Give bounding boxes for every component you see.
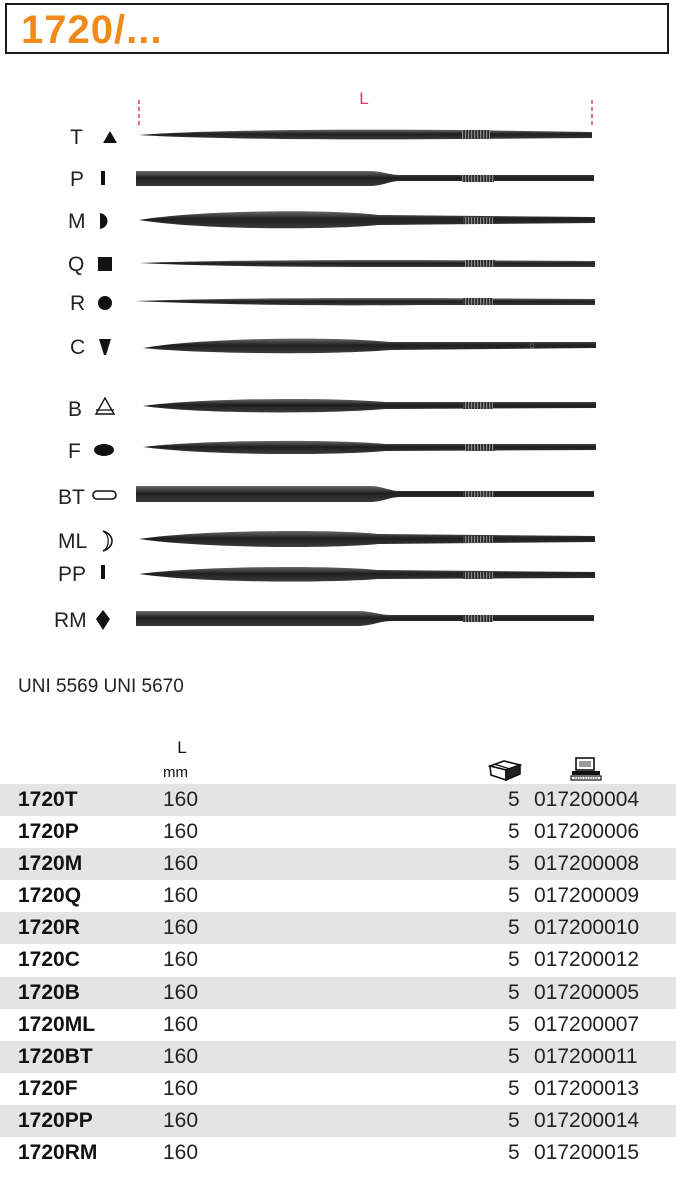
length-value: 160 xyxy=(163,948,199,972)
reference-number: 017200004 xyxy=(534,788,640,811)
square-icon xyxy=(98,257,112,271)
file-code: R xyxy=(70,292,86,315)
quantity-value: 5 xyxy=(508,1076,520,1100)
file-row-ML xyxy=(58,530,595,553)
table-row xyxy=(0,784,676,816)
file-code: B xyxy=(68,398,83,421)
table-row xyxy=(0,848,676,880)
table-row xyxy=(0,977,676,1009)
standards-label: UNI 5569 UNI 5670 xyxy=(18,676,184,697)
quantity-value: 5 xyxy=(508,788,520,811)
table-row xyxy=(0,944,676,976)
table-row xyxy=(0,1041,676,1073)
product-code: 1720RM xyxy=(18,1141,98,1165)
quantity-value: 5 xyxy=(508,916,520,940)
product-code: 1720BT xyxy=(18,1044,93,1068)
file-code: ML xyxy=(58,530,88,553)
flat-bar-icon xyxy=(101,171,105,185)
header-box xyxy=(5,3,669,54)
file-code: PP xyxy=(58,563,87,586)
file-code: P xyxy=(70,168,85,191)
quantity-value: 5 xyxy=(508,884,520,908)
file-row-P xyxy=(70,168,594,191)
half-round-icon xyxy=(100,213,108,229)
length-value: 160 xyxy=(163,820,199,844)
length-value: 160 xyxy=(163,1141,199,1165)
file-row-BT xyxy=(58,486,594,509)
diamond-icon xyxy=(96,610,110,630)
flat-narrow-icon xyxy=(101,565,105,579)
barrette-icon xyxy=(96,398,114,414)
length-value: 160 xyxy=(163,884,199,908)
length-value: 160 xyxy=(163,1012,199,1036)
column-header-unit: mm xyxy=(163,764,188,781)
triangle-icon xyxy=(103,131,117,143)
length-value: 160 xyxy=(163,1044,199,1068)
length-value: 160 xyxy=(163,788,199,811)
file-row-PP xyxy=(58,563,595,586)
table-row xyxy=(0,1105,676,1137)
product-code: 1720T xyxy=(18,788,78,811)
length-value: 160 xyxy=(163,1108,199,1132)
reference-number: 017200006 xyxy=(534,820,640,844)
quantity-value: 5 xyxy=(508,1044,520,1068)
product-code: 1720M xyxy=(18,852,83,876)
oval-icon xyxy=(94,444,114,456)
product-code: 1720Q xyxy=(18,884,82,908)
quantity-value: 5 xyxy=(508,820,520,844)
knife-icon xyxy=(99,339,111,355)
quantity-value: 5 xyxy=(508,1012,520,1036)
product-table xyxy=(0,784,676,1169)
table-row xyxy=(0,912,676,944)
length-value: 160 xyxy=(163,852,199,876)
round-icon xyxy=(98,296,112,310)
file-row-F xyxy=(68,440,596,463)
reference-number: 017200014 xyxy=(534,1108,640,1132)
reference-number: 017200013 xyxy=(534,1076,640,1100)
table-row xyxy=(0,1009,676,1041)
product-code: 1720ML xyxy=(18,1012,96,1036)
length-value: 160 xyxy=(163,916,199,940)
reference-number: 017200005 xyxy=(534,980,640,1004)
quantity-value: 5 xyxy=(508,980,520,1004)
file-code: T xyxy=(70,126,83,149)
file-row-M xyxy=(68,210,595,233)
reference-number: 017200009 xyxy=(534,884,640,908)
column-header-length: L xyxy=(177,738,187,757)
computer-icon xyxy=(570,756,602,782)
file-row-RM xyxy=(54,609,594,632)
file-row-B xyxy=(68,398,596,421)
file-row-C xyxy=(70,336,596,359)
box-icon xyxy=(488,758,522,782)
product-code: 1720C xyxy=(18,948,80,972)
product-code: 1720R xyxy=(18,916,80,940)
reference-number: 017200011 xyxy=(534,1044,638,1068)
product-code: 1720F xyxy=(18,1076,78,1100)
reference-number: 017200012 xyxy=(534,948,640,972)
length-value: 160 xyxy=(163,1076,199,1100)
table-row xyxy=(0,816,676,848)
file-code: F xyxy=(68,440,81,463)
file-row-R xyxy=(70,292,595,315)
quantity-value: 5 xyxy=(508,852,520,876)
file-code: C xyxy=(70,336,86,359)
file-code: RM xyxy=(54,609,87,632)
reference-number: 017200007 xyxy=(534,1012,640,1036)
file-code: BT xyxy=(58,486,85,509)
reference-number: 017200008 xyxy=(534,852,640,876)
file-code: Q xyxy=(68,253,85,276)
product-code: 1720PP xyxy=(18,1108,93,1132)
table-row xyxy=(0,1137,676,1169)
product-code: 1720P xyxy=(18,820,79,844)
rounded-flat-icon xyxy=(93,491,116,499)
files-diagram xyxy=(0,80,676,640)
file-row-Q xyxy=(68,253,595,276)
page-title: 1720/... xyxy=(21,8,163,52)
file-row-T xyxy=(70,126,592,149)
dimension-marker xyxy=(139,89,592,128)
reference-number: 017200010 xyxy=(534,916,640,940)
table-row xyxy=(0,880,676,912)
file-code: M xyxy=(68,210,86,233)
length-value: 160 xyxy=(163,980,199,1004)
crossing-icon xyxy=(103,531,112,551)
quantity-value: 5 xyxy=(508,1108,520,1132)
table-row xyxy=(0,1073,676,1105)
quantity-value: 5 xyxy=(508,1141,520,1165)
dimension-label: L xyxy=(359,89,369,108)
reference-number: 017200015 xyxy=(534,1141,640,1165)
quantity-value: 5 xyxy=(508,948,520,972)
product-code: 1720B xyxy=(18,980,80,1004)
